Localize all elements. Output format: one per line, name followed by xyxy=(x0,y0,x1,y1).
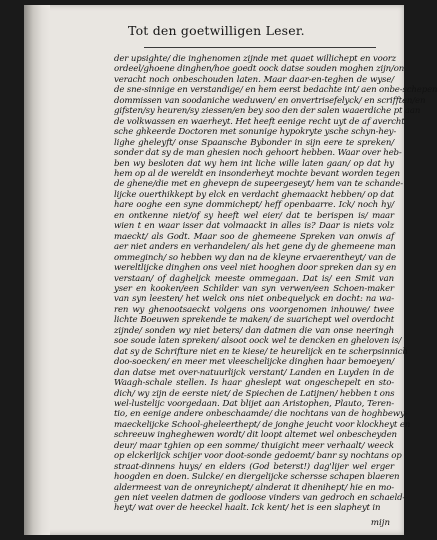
text-line: gen niet veelen datmen de godloose vinders van gedroch en schaeld- xyxy=(114,493,406,504)
text-line: Waagh-schale stellen. Is haar gheslept wat ongeschepelt en sto- xyxy=(114,378,394,389)
text-line: schreeuw ingheghewen wordt/ dit loopt altemet wel onbescheyden xyxy=(114,430,397,441)
text-line: ommeginch/ so hebben wy dan na de kleyne ervaerentheyt/ van de xyxy=(114,252,396,263)
text-line: yser en kooken/een Schilder van syn verwen/een Schoen-maker xyxy=(114,283,394,294)
page-title: Tot den goetwilligen Leser. xyxy=(128,23,305,38)
text-line: de ghene/die met en ghevepn de supeergeseyt/ hem van te schande- xyxy=(114,179,404,190)
text-line: sche ghkeerde Doctoren met sonunige hypokryte ysche schyn-hey- xyxy=(114,127,397,138)
text-line: dommissen van soodaniche weduwen/ en onvertrisefelyck/ en scrifften/en xyxy=(114,95,426,106)
text-line: de sne-sinnige en verstandige/ en hem eerst bedachte int/ aen onbe-schepen xyxy=(114,85,437,96)
text-line: tio, en eenige andere onbeschaamde/ die nochtans van de hoghbewy- xyxy=(114,409,408,420)
text-line: op elckerlijck schijer voor doot-sonde gedoemt/ banr sy nochtans op xyxy=(114,451,402,462)
text-line: doo-soecken/ en meer met vleeschelijcke dinghen haar bemoeyen/ xyxy=(114,357,395,368)
text-line: hoogden en doen. Sulcke/ en diergelijcke schersse schapen blaeren xyxy=(114,472,400,483)
text-line: verstaan/ of dagheljck meeste ommegaan. Dat is/ een Smit van xyxy=(114,273,394,284)
title-rule xyxy=(144,47,376,48)
text-line: wien t en waar isser dat volmaackt in alles is? Daar is niets volz xyxy=(114,221,394,232)
text-line: ben wy besloten dat wy hem int liche wille laten gaan/ op dat hy xyxy=(114,158,394,169)
text-line: maeckt/ als Godt. Maar soo de ghemeene Spreken van onwis af xyxy=(114,231,394,242)
text-line: wereltlijcke dinghen ons veel niet hooghen door spreken dan sy en xyxy=(114,263,397,274)
text-line: aldermeest van de onreynichept/ alnderat it dhenihept/ hie en mo- xyxy=(114,482,394,493)
page-binding-gutter xyxy=(24,5,50,535)
text-line: wel-lustelijc voorgedaan. Dat blijet aan Aristophen, Plauto, Teren- xyxy=(114,398,394,409)
text-line: soe soude laten spreken/ alsoot oock wel te dencken en gheloven is/ xyxy=(114,336,402,347)
text-line: hem op al de wereldt en insonderheyt mochte bevant worden tegen xyxy=(114,168,400,179)
text-line: dat sy de Schrifture niet en te kiese/ te heurelijck en te scherpsinnich xyxy=(114,346,408,357)
text-line: dan datse met over-natuurlijck verstant/ Landen en Luyden in de xyxy=(114,367,394,378)
text-line: zijnde/ sonden wy niet beters/ dan datmen die van onse neeringh xyxy=(114,325,394,336)
text-line: lijcke ouerthikkept by elck en verdacht ghemaackt hebben/ op dat xyxy=(114,189,394,200)
text-line: lichte Boeuwen sprekende te maken/ de suarichept wel overdocht xyxy=(114,315,394,326)
text-line: veracht noch onbeschouden laten. Maar daar-en-teghen de wyse/ xyxy=(114,74,394,85)
catchword: mijn xyxy=(370,518,390,528)
text-line: gifsten/sy heuren/sy ziessen/en bey soo den der salen waaerdiche pt aan xyxy=(114,106,421,117)
text-line: heyt/ wat over de heeckel haalt. Ick kent/ het is een slapheyt in xyxy=(114,503,381,514)
text-line: hare ooghe een syne dommichept/ heff openbaarre. Ick/ noch hy/ xyxy=(114,200,394,211)
text-line: en ontkenne niet/of sy heeft wel eier/ dat te berispen is/ maar xyxy=(114,210,394,221)
text-line: sonder dat sy de man ghesien noch gehoort hebben. Waar over heb- xyxy=(114,148,402,159)
text-line: lighe gheleyft/ onse Spaansche Bybonder in sijn eere te spreken/ xyxy=(114,137,394,148)
text-line: dich/ wy zijn de eerste niet/ de Spiechen de Latijnen/ hebben t ons xyxy=(114,388,395,399)
text-line: der upsighte/ die inghenomen zijnde met quaet willichept en voorz xyxy=(114,54,397,64)
text-line: ordeel/ghoene dinghen/hoe goedt oock datse souden moghen zijn/on xyxy=(114,64,405,75)
text-line: de volkwassen en waerheyt. Het heeft eenige recht uyt de af avercht xyxy=(114,116,405,127)
text-line: deur/ maar tghien op een somme/ thuigicht meer verhaalt/ weeck xyxy=(114,440,394,451)
text-line: aer niet anders en verhandelen/ als het gene dy de ghemeene man xyxy=(114,242,396,253)
body-text xyxy=(114,54,437,514)
text-line: maeckelijcke School-gheleerthept/ de jonghe jeucht voor klockheyt en xyxy=(114,419,411,430)
text-line: ren wy ghenootsaeckt volgens ons voorgenomen inhouwe/ twee xyxy=(114,304,394,315)
text-line: van syn leesten/ het welck ons niet onbequelyck en docht: na wa- xyxy=(114,294,394,305)
text-line: straat-dinnens huys/ en elders (God beterst!) dag'lijer wel erger xyxy=(114,461,394,472)
book-page xyxy=(24,5,437,535)
